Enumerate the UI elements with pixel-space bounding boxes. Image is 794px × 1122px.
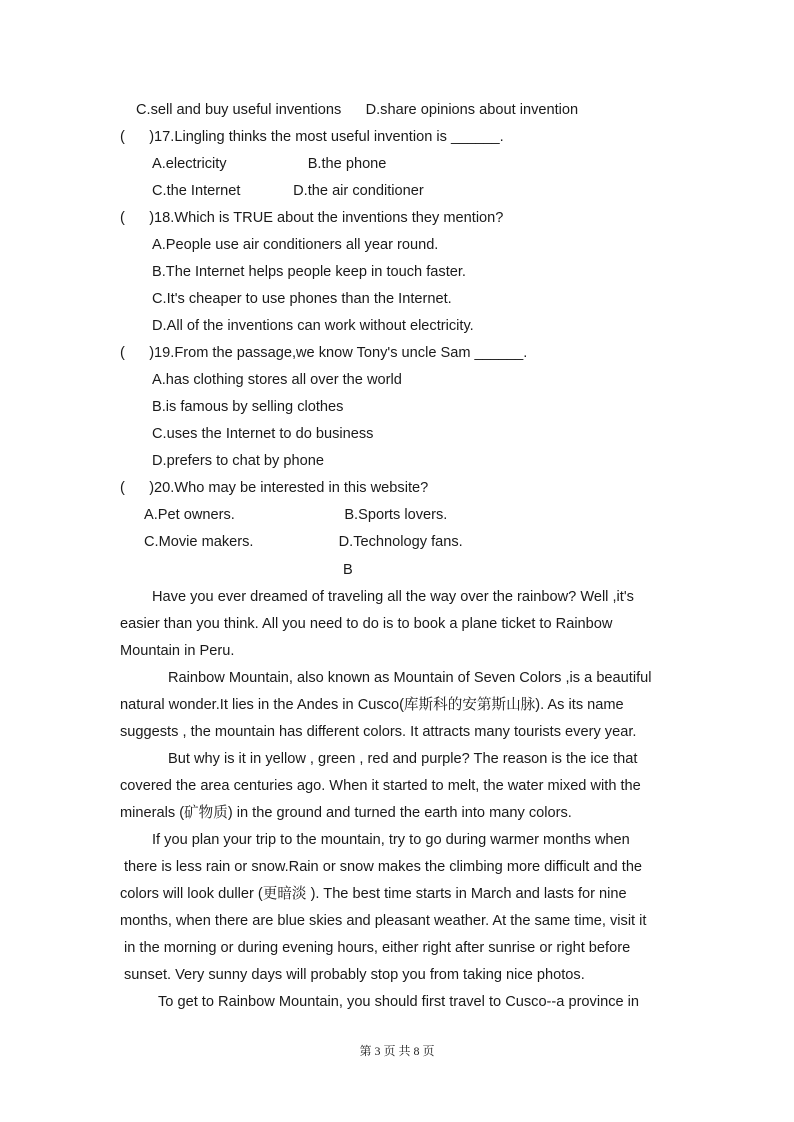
passage-line: in the morning or during evening hours, either right after sunrise or right before (124, 940, 631, 956)
question-18-option-a: A.People use air conditioners all year round. (152, 237, 439, 253)
passage-line: months, when there are blue skies and pleasant weather. At the same time, visit it (120, 913, 647, 929)
question-17-options-ab: A.electricity B.the phone (152, 156, 387, 172)
question-18-option-d: D.All of the inventions can work without electricity. (152, 318, 474, 334)
question-18-option-b: B.The Internet helps people keep in touch faster. (152, 264, 466, 280)
question-16-options-cd: C.sell and buy useful inventions D.share opinions about invention (136, 102, 579, 118)
question-19-option-d: D.prefers to chat by phone (152, 453, 324, 469)
question-20-options-ab: A.Pet owners. B.Sports lovers. (144, 507, 448, 523)
passage-line: sunset. Very sunny days will probably stop you from taking nice photos. (124, 967, 585, 983)
passage-line: Mountain in Peru. (120, 643, 235, 659)
question-19-option-a: A.has clothing stores all over the world (152, 372, 402, 388)
question-17-stem: ( )17.Lingling thinks the most useful invention is ______. (120, 129, 504, 145)
passage-line: natural wonder.It lies in the Andes in Cusco(库斯科的安第斯山脉). As its name (120, 697, 624, 713)
passage-line: covered the area centuries ago. When it started to melt, the water mixed with the (120, 778, 641, 794)
question-19-option-b: B.is famous by selling clothes (152, 399, 344, 415)
passage-line: suggests , the mountain has different colors. It attracts many tourists every year. (120, 724, 637, 740)
question-20-options-cd: C.Movie makers. D.Technology fans. (144, 534, 463, 550)
passage-line: there is less rain or snow.Rain or snow makes the climbing more difficult and the (124, 859, 643, 875)
passage-line: But why is it in yellow , green , red and purple? The reason is the ice that (168, 751, 638, 767)
passage-line: easier than you think. All you need to do is to book a plane ticket to Rainbow (120, 616, 613, 632)
passage-line: To get to Rainbow Mountain, you should first travel to Cusco--a province in (158, 994, 640, 1010)
question-18-option-c: C.It's cheaper to use phones than the Internet. (152, 291, 452, 307)
question-18-stem: ( )18.Which is TRUE about the inventions they mention? (120, 210, 504, 226)
question-19-stem: ( )19.From the passage,we know Tony's uncle Sam ______. (120, 345, 528, 361)
question-19-option-c: C.uses the Internet to do business (152, 426, 374, 442)
passage-line: minerals (矿物质) in the ground and turned the earth into many colors. (120, 805, 572, 821)
section-heading: B (343, 562, 353, 578)
passage-line: colors will look duller (更暗淡 ). The best time starts in March and lasts for nine (120, 886, 627, 902)
passage-line: Have you ever dreamed of traveling all the way over the rainbow? Well ,it's (152, 589, 634, 605)
question-20-stem: ( )20.Who may be interested in this website? (120, 480, 429, 496)
page-footer: 第 3 页 共 8 页 (359, 1044, 435, 1058)
passage-line: If you plan your trip to the mountain, try to go during warmer months when (152, 832, 630, 848)
question-17-options-cd: C.the Internet D.the air conditioner (152, 183, 424, 199)
passage-line: Rainbow Mountain, also known as Mountain of Seven Colors ,is a beautiful (168, 670, 652, 686)
